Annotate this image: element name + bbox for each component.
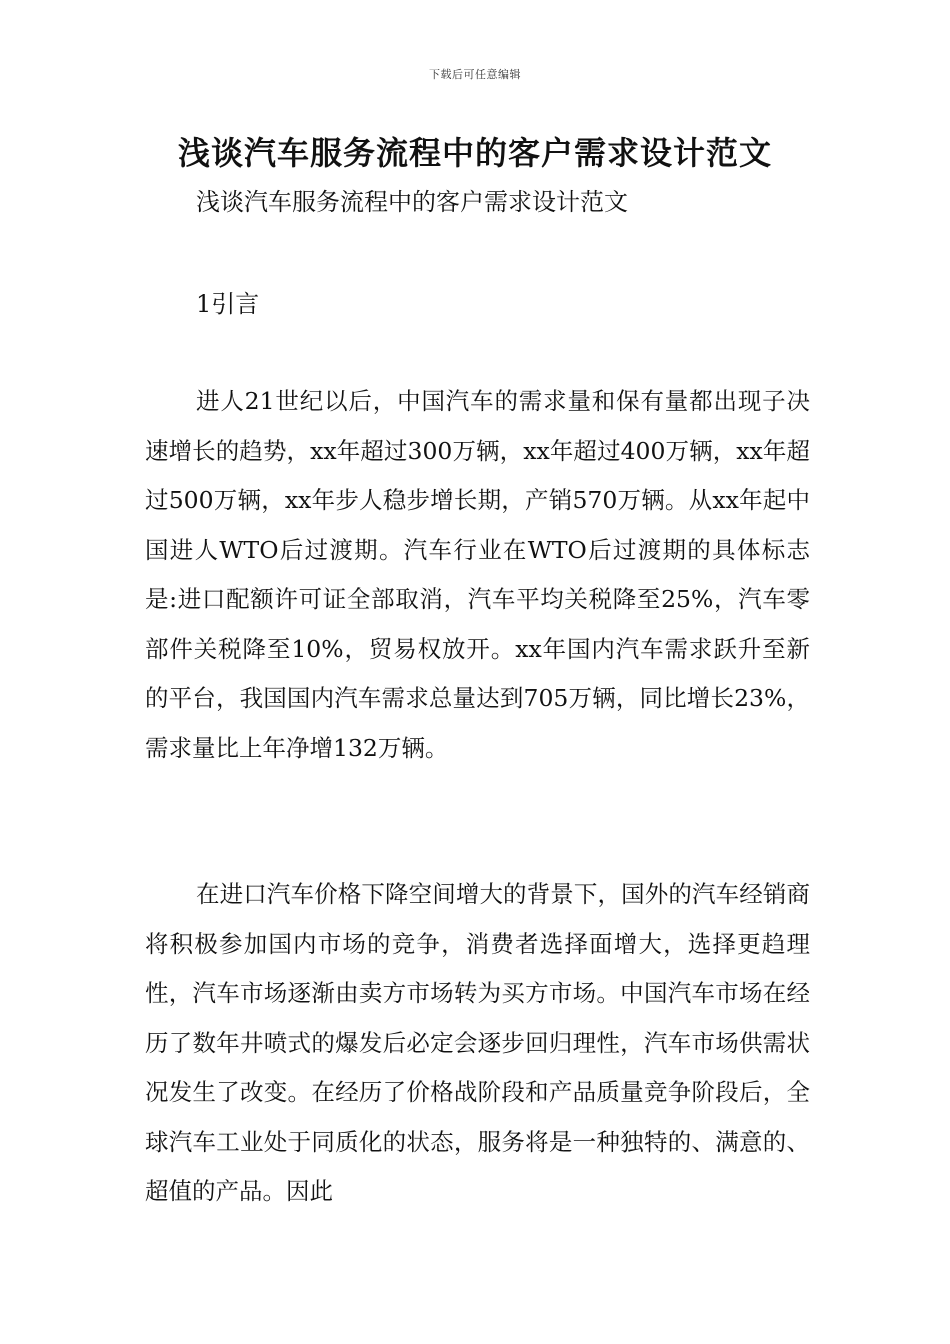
- body-paragraph: 进人21世纪以后，中国汽车的需求量和保有量都出现子决速增长的趋势，xx年超过300万辆，xx年超过400万辆，xx年超过500万辆，xx年步人稳步增长期，产销570万辆。从xx年起中国进人WTO后过渡期。汽车行业在WTO后过渡期的具体标志是:进口配额许可证全部取消，汽车平均关税降至25%，汽车零部件关税降至10%，贸易权放开。xx年国内汽车需求跃升至新的平台，我国国内汽车需求总量达到705万辆，同比增长23%，需求量比上年净增132万辆。: [145, 387, 810, 762]
- document-subtitle: 浅谈汽车服务流程中的客户需求设计范文: [196, 188, 628, 216]
- header-note: 下载后可任意编辑: [429, 68, 521, 81]
- section-heading: 1引言: [196, 290, 260, 318]
- body-paragraph: 在进口汽车价格下降空间增大的背景下，国外的汽车经销商将积极参加国内市场的竞争，消费者选择面增大，选择更趋理性，汽车市场逐渐由卖方市场转为买方市场。中国汽车市场在经历了数年井喷式的爆发后必定会逐步回归理性，汽车市场供需状况发生了改变。在经历了价格战阶段和产品质量竞争阶段后，全球汽车工业处于同质化的状态，服务将是一种独特的、满意的、超值的产品。因此: [145, 880, 810, 1205]
- document-title: 浅谈汽车服务流程中的客户需求设计范文: [177, 134, 772, 172]
